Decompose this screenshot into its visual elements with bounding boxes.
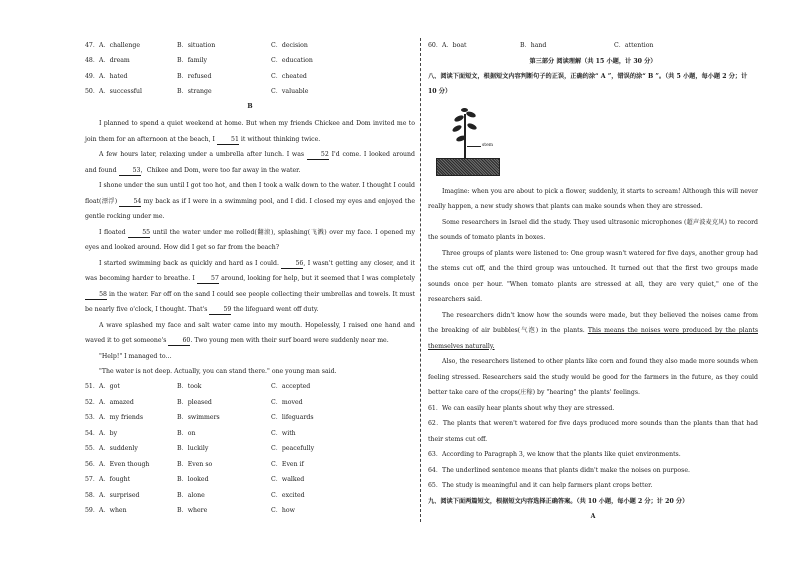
option-row — [85, 54, 415, 70]
passage-text: . Two young men with their surf board were suddenly near me. — [190, 337, 389, 345]
option-num: 47． — [85, 41, 100, 49]
option-b: B．alone — [177, 491, 205, 499]
blank-number: 55 — [128, 229, 150, 238]
section-letter-a: A — [590, 513, 596, 520]
option-a: A．hated — [99, 72, 128, 80]
option-num: 56． — [85, 460, 100, 468]
blank-number: 60 — [168, 337, 190, 346]
option-c: C．excited — [271, 491, 305, 499]
option-a: A．successful — [99, 88, 143, 96]
option-num: 48． — [85, 57, 100, 65]
passage-paragraph — [85, 364, 415, 380]
option-row-60 — [428, 38, 758, 54]
passage-text: around, looking for help, but it seemed that I was completely — [218, 275, 415, 283]
passage-text: I floated — [99, 228, 129, 236]
question-item: 61．We can easily hear plants shout why they are stressed. — [428, 404, 615, 412]
option-row — [85, 411, 415, 427]
passage-text: Also, the researchers listened to other plants like corn and found they also made more sounds when feeling stressed. Researchers said the study would be good for the farmers in the future, as they could better take care of the crops(庄稼) by "hearing" the plants' feelings. — [428, 358, 758, 396]
blank-number: 56 — [281, 260, 303, 269]
options-block-top — [85, 38, 415, 100]
blank-number: 57 — [197, 275, 219, 284]
option-b: B．family — [177, 57, 208, 65]
option-c: C．walked — [271, 476, 305, 484]
option-c: C．cheated — [271, 72, 307, 80]
option-b: B．refused — [177, 72, 212, 80]
passage-paragraph — [85, 349, 415, 365]
instruction-eight: 八、阅读下面短文，根据短文内容判断句子的正误，正确的涂“ A ”，错误的涂“ B ”。（共 5 小题，每小题 2 分；计 10 分） — [428, 72, 748, 95]
blank-number: 52 — [307, 151, 329, 160]
option-b: B．looked — [177, 476, 209, 484]
passage-paragraph — [85, 147, 415, 178]
leaf-shape — [466, 122, 477, 131]
option-row — [85, 395, 415, 411]
passage-paragraph — [85, 178, 415, 225]
option-a: A．when — [99, 507, 127, 515]
question-item: 62．The plants that weren't watered for five days produced more sounds than the plants than that had their stems cut off. — [428, 420, 758, 443]
option-a: A．Even though — [99, 460, 150, 468]
stem-pointer-line — [467, 146, 481, 147]
option-b: B．took — [177, 383, 202, 391]
passage-text: The researchers didn't know how the sounds were made, but they believed the noises came from the breaking of air bubbles(气泡) in the plants. — [428, 311, 758, 334]
passage-text: the lifeguard went off duty. — [231, 306, 319, 314]
option-row — [85, 69, 415, 85]
option-row — [85, 380, 415, 396]
blank-number: 54 — [119, 198, 141, 207]
passage-paragraph — [428, 246, 758, 308]
option-c: C．decision — [271, 41, 308, 49]
option-a: A．surprised — [99, 491, 140, 499]
blank-number: 53 — [119, 167, 141, 176]
passage-paragraph — [85, 318, 415, 349]
passage-text: my back as if I were in a swimming pool, and I did. I closed my eyes and enjoyed the gentle rocking under me. — [85, 197, 415, 221]
option-row — [85, 488, 415, 504]
tomato-plant-figure — [436, 106, 500, 176]
option-num: 54． — [85, 429, 100, 437]
option-b: B．hand — [520, 41, 547, 49]
passage-text: I shone under the sun until I got too hot, and then I took a walk down to the water. I thought I could float(漂浮) — [85, 182, 415, 205]
passage-b — [85, 116, 415, 380]
option-row — [85, 426, 415, 442]
option-c: C．valuable — [271, 88, 309, 96]
passage-paragraph — [428, 184, 758, 215]
option-a: A．got — [99, 383, 120, 391]
option-row — [85, 442, 415, 458]
option-num: 53． — [85, 414, 100, 422]
blank-number: 59 — [209, 306, 231, 315]
option-row — [85, 85, 415, 101]
option-num: 58． — [85, 491, 100, 499]
blank-number: 51 — [217, 136, 239, 145]
passage-text: ，Chikee and Dom, were too far away in the water. — [140, 166, 301, 174]
option-a: A．my friends — [99, 414, 143, 422]
passage-text: "The water is not deep. Actually, you can stand there." one young man said. — [99, 368, 337, 376]
option-num: 50． — [85, 88, 100, 96]
option-b: B．luckily — [177, 445, 209, 453]
option-a: A．by — [99, 429, 118, 437]
option-c: C．Even if — [271, 460, 304, 468]
passage-text: Imagine: when you are about to pick a flower, suddenly, it starts to scream! Although this will never really happen, a new study shows that plants can make sounds when they are stressed. — [428, 187, 758, 210]
right-column — [428, 38, 758, 524]
option-c: C．attention — [614, 41, 654, 49]
leaf-shape — [453, 114, 464, 123]
true-false-questions — [428, 401, 758, 494]
option-a: A．suddenly — [99, 445, 138, 453]
option-row — [85, 457, 415, 473]
passage-text: A wave splashed my face and salt water came into my mouth. Hopelessly, I raised one hand and waved it to get someone's — [85, 321, 415, 345]
section-letter-b: B — [247, 103, 253, 110]
stem-label: stem — [482, 142, 494, 148]
option-a: A．dream — [99, 57, 130, 65]
option-a: A．challenge — [99, 41, 141, 49]
option-c: C．lifeguards — [271, 414, 314, 422]
option-row — [85, 38, 415, 54]
part-three-title: 第三部分 阅读理解（共 15 小题，计 30 分） — [529, 57, 657, 65]
options-block-bottom — [85, 380, 415, 520]
option-b: B．on — [177, 429, 196, 437]
option-num: 49． — [85, 72, 100, 80]
option-num: 52． — [85, 398, 100, 406]
option-num: 51． — [85, 383, 100, 391]
passage-text: Three groups of plants were listened to: One group wasn't watered for five days, another group had the stems cut off, and the third group was untouched. It turned out that the first two groups made sounds once per hour. "When tomato plants are stressed at all, they are very quiet," one of the researchers said. — [428, 249, 758, 303]
question-item: 65．The study is meaningful and it can help farmers plant crops better. — [428, 482, 653, 489]
passage-text: I started swimming back as quickly and hard as I could. — [99, 259, 282, 267]
question-item: 64．The underlined sentence means that plants didn't make the noises on purpose. — [428, 466, 690, 474]
option-c: C．moved — [271, 398, 303, 406]
option-c: C．how — [271, 507, 295, 515]
column-divider — [420, 38, 421, 522]
option-num: 55． — [85, 445, 100, 453]
passage-paragraph — [428, 354, 758, 401]
passage-plants — [428, 184, 758, 401]
passage-text: A few hours later, relaxing under a umbrella after lunch. I was — [99, 151, 307, 159]
option-c: C．peacefully — [271, 445, 315, 453]
passage-paragraph — [85, 225, 415, 256]
passage-text: Some researchers in Israel did the study. They used ultrasonic microphones (超声波麦克风) to record the sounds of tomato plants in boxes. — [428, 218, 758, 241]
option-a: A．boat — [442, 41, 467, 49]
passage-text: it without thinking twice. — [238, 135, 321, 143]
left-column — [85, 38, 415, 519]
option-num: 59． — [85, 507, 100, 515]
passage-text: until the water under me rolled(翻滚), splashing(飞溅) over my face. I opened my eyes and looked around. How did I get so far from the beach? — [85, 228, 415, 252]
passage-text: , I wasn't getting any closer, and it was becoming harder to breathe. I — [85, 259, 415, 283]
option-row — [85, 504, 415, 520]
option-b: B．swimmers — [177, 414, 220, 422]
option-b: B．strange — [177, 88, 212, 96]
instruction-nine: 九、阅读下面两篇短文，根据短文内容选择正确答案。（共 10 小题，每小题 2 分；计 20 分） — [428, 497, 689, 505]
option-c: C．with — [271, 429, 296, 437]
passage-text: I'd come. I looked around and found — [85, 151, 415, 174]
passage-text: I planned to spend a quiet weekend at home. But when my friends Chickee and Dom invited me to join them for an afternoon at the beach, I — [85, 120, 415, 143]
option-a: A．fought — [99, 476, 131, 484]
passage-paragraph — [428, 215, 758, 246]
option-b: B．situation — [177, 41, 216, 49]
blank-number: 58 — [85, 291, 107, 300]
question-item: 63．According to Paragraph 3, we know that the plants like quiet environments. — [428, 451, 681, 458]
option-num: 60． — [428, 41, 443, 49]
option-num: 57． — [85, 476, 100, 484]
option-c: C．accepted — [271, 383, 311, 391]
option-b: B．where — [177, 507, 208, 515]
option-c: C．education — [271, 57, 313, 65]
passage-paragraph — [428, 308, 758, 355]
passage-paragraph — [85, 256, 415, 318]
leaf-shape — [461, 108, 468, 112]
underlined-sentence: This means the noises were produced by the plants themselves naturally. — [428, 327, 758, 350]
passage-text: "Help!" I managed to… — [99, 352, 172, 360]
leaf-shape — [451, 123, 462, 132]
option-b: B．pleased — [177, 398, 212, 406]
option-b: B．Even so — [177, 460, 213, 468]
passage-text: in the water. Far off on the sand I could see people collecting their umbrellas and towels. It must be nearly five o'clock, I thought. That's — [85, 290, 415, 314]
option-row — [85, 473, 415, 489]
passage-paragraph — [85, 116, 415, 147]
option-a: A．amazed — [99, 398, 134, 406]
soil-shape — [436, 158, 500, 176]
